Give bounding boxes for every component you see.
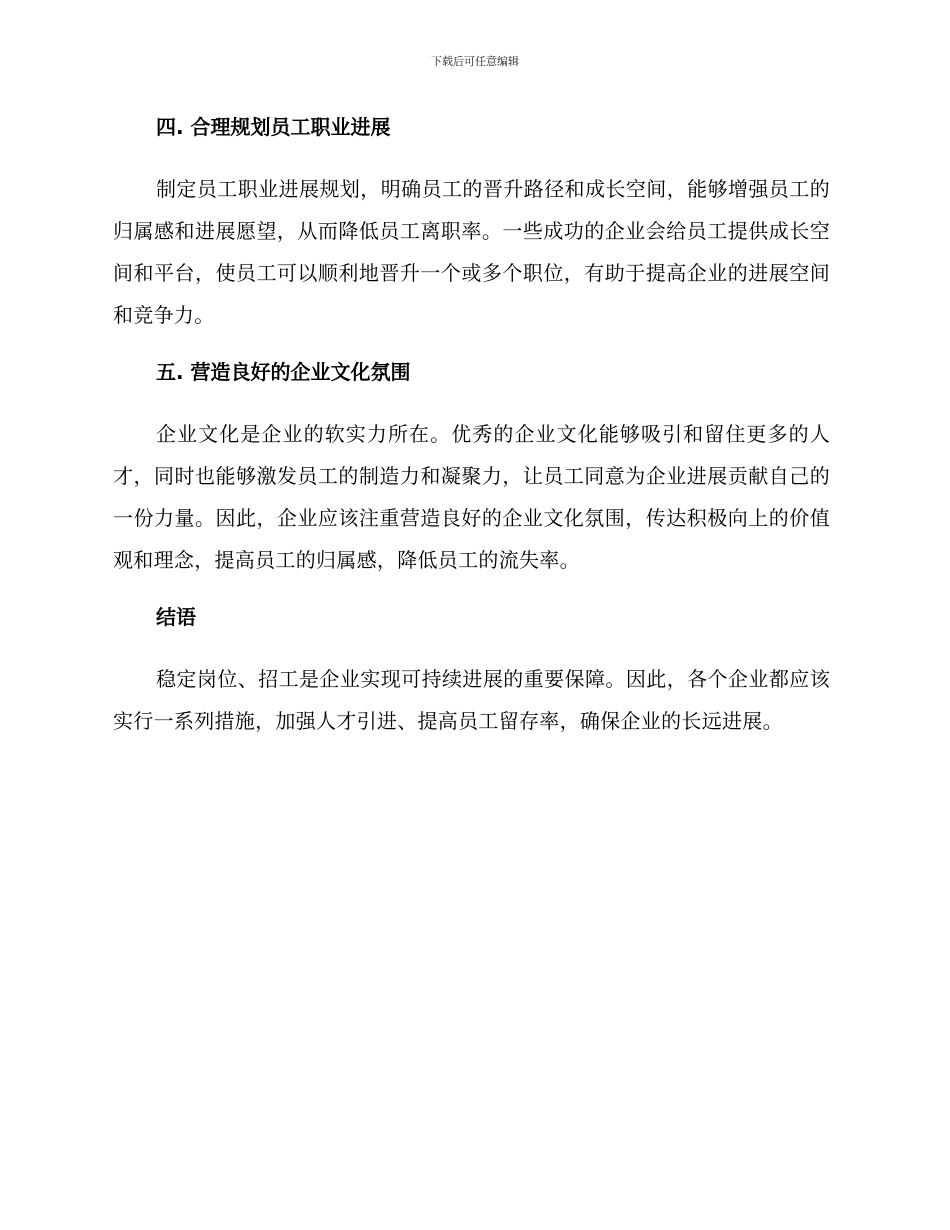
section-paragraph-conclusion: 稳定岗位、招工是企业实现可持续进展的重要保障。因此，各个企业都应该实行一系列措施，加强人才引进、提高员工留存率，确保企业的长远进展。 <box>113 667 830 733</box>
section-heading-conclusion: 结语 <box>156 605 196 629</box>
section-heading-career: 四. 合理规划员工职业进展 <box>156 115 391 139</box>
section-paragraph-career: 制定员工职业进展规划，明确员工的晋升路径和成长空间，能够增强员工的归属感和进展愿望，从而降低员工离职率。一些成功的企业会给员工提供成长空间和平台，使员工可以顺利地晋升一个或多个职位，有助于提高企业的进展空间和竞争力。 <box>113 177 830 327</box>
page-header: 下载后可任意编辑 <box>431 55 519 68</box>
section-paragraph-culture: 企业文化是企业的软实力所在。优秀的企业文化能够吸引和留住更多的人才，同时也能够激发员工的制造力和凝聚力，让员工同意为企业进展贡献自己的一份力量。因此，企业应该注重营造良好的企业文化氛围，传达积极向上的价值观和理念，提高员工的归属感，降低员工的流失率。 <box>113 422 830 572</box>
document-body <box>113 112 830 742</box>
section-heading-culture: 五. 营造良好的企业文化氛围 <box>156 360 411 384</box>
